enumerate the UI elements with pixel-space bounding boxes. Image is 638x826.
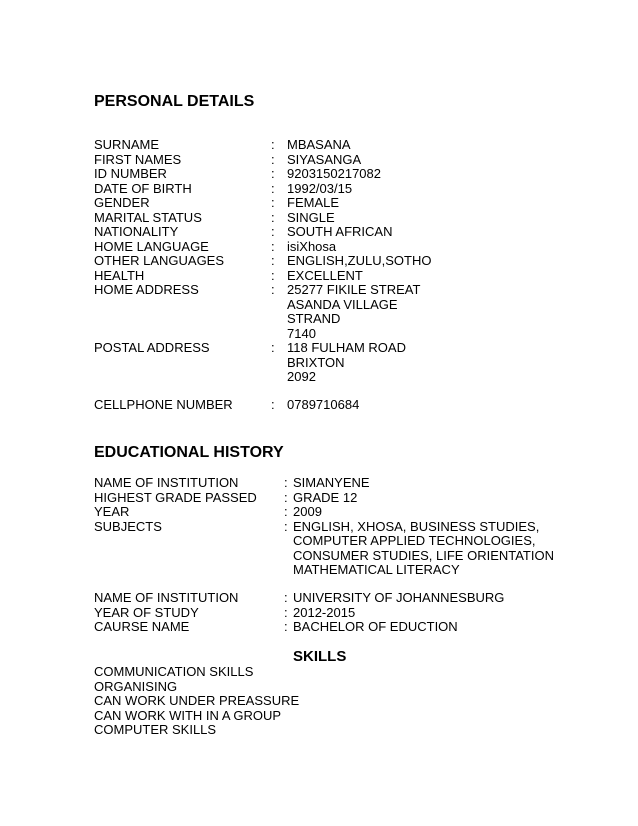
field-value: UNIVERSITY OF JOHANNESBURG (293, 590, 505, 605)
field-colon: : (271, 137, 275, 152)
field-label: HOME LANGUAGE (94, 238, 209, 254)
field-label: DATE OF BIRTH (94, 180, 192, 196)
field-value: FEMALE (287, 195, 340, 210)
field-colon: : (284, 475, 288, 490)
field-colon: : (271, 209, 275, 225)
field-label: YEAR (94, 504, 130, 519)
field-label: FIRST NAMES (94, 151, 182, 167)
field-value: MBASANA (287, 137, 351, 152)
field-value: SINGLE (287, 209, 335, 225)
field-value: 0789710684 (287, 397, 360, 412)
field-label: NAME OF INSTITUTION (94, 590, 239, 605)
field-label: MARITAL STATUS (94, 209, 202, 225)
field-label: NAME OF INSTITUTION (94, 475, 239, 490)
field-value: ENGLISH,ZULU,SOTHO (287, 253, 432, 268)
field-value: isiXhosa (287, 238, 337, 254)
field-label: YEAR OF STUDY (94, 604, 199, 620)
field-colon: : (284, 518, 288, 534)
educational-history-heading: EDUCATIONAL HISTORY (94, 444, 284, 461)
field-label: CELLPHONE NUMBER (94, 397, 233, 412)
list-item: CAN WORK UNDER PREASSURE (94, 693, 300, 708)
field-value: SIMANYENE (293, 475, 370, 490)
field-colon: : (271, 180, 275, 196)
field-value: 118 FULHAM ROAD BRIXTON 2092 (287, 340, 406, 384)
field-colon: : (271, 282, 275, 297)
field-label: POSTAL ADDRESS (94, 340, 210, 355)
field-label: ID NUMBER (94, 166, 167, 181)
field-value: GRADE 12 (293, 489, 358, 505)
field-colon: : (271, 267, 275, 283)
field-colon: : (271, 151, 275, 167)
skills-heading: SKILLS (293, 648, 347, 665)
list-item: COMMUNICATION SKILLS (94, 664, 254, 679)
field-value: 2012-2015 (293, 604, 356, 620)
field-label: HEALTH (94, 267, 145, 283)
field-colon: : (271, 238, 275, 254)
skills-list (94, 665, 299, 738)
field-colon: : (271, 195, 275, 210)
field-label: CAURSE NAME (94, 619, 190, 634)
field-label: HIGHEST GRADE PASSED (94, 489, 257, 505)
field-label: NATIONALITY (94, 224, 179, 239)
field-colon: : (271, 166, 275, 181)
field-value: 2009 (293, 504, 322, 519)
field-value: ENGLISH, XHOSA, BUSINESS STUDIES, COMPUTER APPLIED TECHNOLOGIES, CONSUMER STUDIES, LIFE ORIENTATION MATHEMATICAL LITERACY (293, 518, 554, 577)
list-item: ORGANISING (94, 678, 178, 694)
field-colon: : (284, 489, 288, 505)
field-value: EXCELLENT (287, 267, 363, 283)
field-colon: : (271, 253, 275, 268)
field-colon: : (284, 504, 288, 519)
field-label: HOME ADDRESS (94, 282, 199, 297)
field-value: BACHELOR OF EDUCTION (293, 619, 458, 634)
field-colon: : (271, 340, 275, 355)
list-item: CAN WORK WITH IN A GROUP (94, 707, 282, 723)
field-colon: : (284, 604, 288, 620)
field-value: 1992/03/15 (287, 180, 353, 196)
field-label: GENDER (94, 195, 150, 210)
field-value: 9203150217082 (287, 166, 381, 181)
field-colon: : (284, 590, 288, 605)
personal-details-heading: PERSONAL DETAILS (94, 93, 255, 110)
field-value: SOUTH AFRICAN (287, 224, 393, 239)
field-colon: : (271, 397, 275, 412)
field-colon: : (271, 224, 275, 239)
field-value: 25277 FIKILE STREAT ASANDA VILLAGE STRAND 7140 (287, 282, 421, 341)
field-label: SUBJECTS (94, 518, 162, 534)
field-value: SIYASANGA (287, 151, 362, 167)
list-item: COMPUTER SKILLS (94, 722, 217, 737)
field-colon: : (284, 619, 288, 634)
field-label: SURNAME (94, 137, 160, 152)
field-label: OTHER LANGUAGES (94, 253, 225, 268)
